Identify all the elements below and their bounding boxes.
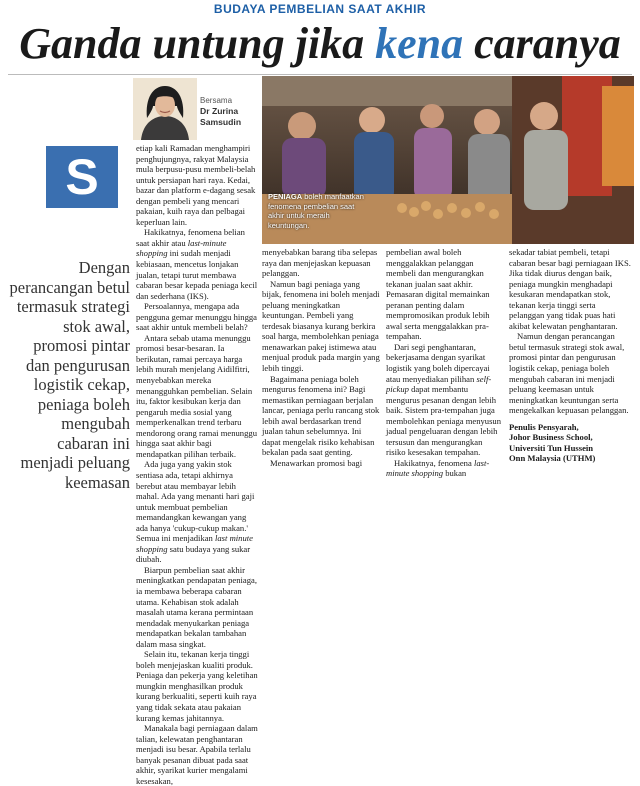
author-byline xyxy=(200,95,258,128)
paragraph: Bagaimana peniaga boleh mengurus fenomena ini? Bagi memastikan perniagaan berjalan lancar, peniaga perlu rancang stok lebih awal berdasarkan trend jualan tahun sebelumnya. Ini dapat mengelak risiko kehabisan bekalan pada saat genting. xyxy=(262,373,380,458)
headline-part-2: caranya xyxy=(463,19,621,68)
paragraph: pembelian awal boleh menggalakkan pelanggan membeli dan mengurangkan tekanan jualan saat akhir. Pemasaran digital memainkan peranan penting dalam mempromosikan produk lebih awal serta menggalakkan pra-tempahan. xyxy=(386,247,490,342)
text-run: dapat membantu mengurus pesanan dengan lebih baik. Sistem pra-tempahan juga membolehkan peniaga menyusun jadual pengeluaran dengan lebih tersusun dan mengurangkan risiko kesesakan tempahan. xyxy=(386,384,502,458)
paragraph xyxy=(386,458,504,479)
caption-lead: PENIAGA xyxy=(268,192,303,201)
signature-line: Onn Malaysia (UTHM) xyxy=(509,453,596,464)
drop-cap: S xyxy=(46,146,118,208)
paragraph: Namun dengan perancangan betul termasuk strategi stok awal, promosi pintar dan pengurusan logistik cekap, peniaga boleh mengubah cabaran ini menjadi peluang keemasan untuk meningkatkan keuntungan serta mengekalkan kepuasan pelanggan. xyxy=(509,331,629,416)
text-run: Dari segi penghantaran, bekerjasama dengan syarikat logistik yang boleh dipercayai atau menyediakan pilihan xyxy=(386,341,490,384)
article-column-2 xyxy=(262,247,380,477)
text-run: satu budaya yang sukar diubah. xyxy=(136,543,251,565)
text-run: Ada juga yang yakin stok sentiasa ada, tetapi akhirnya berebut atau membayar lebih mahal. Ada yang menanti hari gaji untuk membuat pembelian memandangkan kewangan yang ada hanya 'cukup-cukup makan.' Semua ini menjadikan xyxy=(136,459,255,544)
text-run: bukan xyxy=(443,468,467,479)
author-name-line-2: Samsudin xyxy=(200,117,242,127)
article-column-1 xyxy=(136,143,258,786)
article-column-4 xyxy=(509,247,633,477)
italic-term: last-minute shopping xyxy=(386,457,490,479)
paragraph xyxy=(136,227,258,301)
paragraph: Antara sebab utama menunggu promosi besar-besaran. Ia berikutan, ramai percaya harga lebih murah menjelang Aidilfitri, menyebabkan mereka menangguhkan pembelian. Selain itu, faktor kesibukan kerja dan pengaruh media sosial yang memperkenalkan trend terbaru mendorong orang ramai menunggu hingga saat akhir bagi mendapatkan pilihan terbaik. xyxy=(136,332,257,459)
author-with-label: Bersama xyxy=(200,96,233,105)
text-run: Hakikatnya, fenomena belian saat akhir atau xyxy=(136,227,245,248)
headline xyxy=(0,18,640,70)
headline-part-1: Ganda untung jika xyxy=(19,19,376,68)
pull-quote: Dengan perancangan betul termasuk strategi stok awal, promosi pintar dan pengurusan logistik cekap, peniaga boleh mengubah cabaran ini menjadi peluang keemasan xyxy=(9,258,130,492)
signature-line: Penulis Pensyarah, xyxy=(509,421,579,432)
paragraph: sekadar tabiat pembeli, tetapi cabaran besar bagi perniagaan IKS. Jika tidak diurus dengan baik, peniaga mungkin menghadapi kesukaran mendapatkan stok, tekanan kerja tinggi serta pelanggan yang tidak puas hati akibat kelewatan penghantaran. xyxy=(509,247,631,331)
author-name-line-1: Dr Zurina xyxy=(200,106,239,116)
author-signature xyxy=(509,422,633,464)
paragraph: Menawarkan promosi bagi xyxy=(270,457,363,468)
text-run: ini sudah menjadi kebiasaan, mencetus lonjakan jualan, tetapi turut membawa cabaran besar kepada peniaga kecil dan sederhana (IKS). xyxy=(136,248,258,301)
author-portrait xyxy=(133,78,197,140)
section-kicker: BUDAYA PEMBELIAN SAAT AKHIR xyxy=(213,2,427,16)
italic-term: last minute shopping xyxy=(136,533,253,554)
paragraph xyxy=(136,459,258,564)
paragraph: Namun bagi peniaga yang bijak, fenomena ini boleh menjadi peluang meningkatkan keuntungan. Pembeli yang terdesak biasanya kurang berkira soal harga, membolehkan peniaga menawarkan pakej istimewa atau menjual produk pada margin yang lebih tinggi. xyxy=(262,278,380,374)
paragraph xyxy=(386,342,504,458)
italic-term: last-minute shopping xyxy=(136,237,227,259)
header-rule xyxy=(8,74,632,75)
paragraph: Selain itu, tekanan kerja tinggi boleh menjejaskan kualiti produk. Peniaga dan pekerja yang keletihan mungkin menghasilkan produk kurang berkualiti, seperti kuih raya yang tidak sekata atau pakaian kurang kemas jahitannya. xyxy=(136,649,258,723)
signature-line: Johor Business School, xyxy=(509,432,593,443)
paragraph: menyebabkan barang tiba selepas raya dan menjejaskan kepuasan pelanggan. xyxy=(262,247,378,279)
paragraph: etiap kali Ramadan menghampiri penghujungnya, rakyat Malaysia mula berpusu-pusu membeli-belah untuk persiapan hari raya. Kedai, bazar dan platform e-dagang sesak dengan pembeli yang mencari pakaian, kuih raya dan pelbagai keperluan lain. xyxy=(136,143,256,227)
paragraph: Biarpun pembelian saat akhir meningkatkan pendapatan peniaga, ia membawa beberapa cabaran utama. Kehabisan stok adalah masalah utama kerana permintaan mendadak menyukarkan peniaga mendapatkan bekalan tambahan dalam masa singkat. xyxy=(136,564,257,649)
paragraph: Persoalannya, mengapa ada pengguna gemar menunggu hingga saat akhir untuk membeli belah? xyxy=(136,301,257,333)
article-column-3 xyxy=(386,247,504,477)
photo-caption xyxy=(268,192,372,230)
signature-line: Universiti Tun Hussein xyxy=(509,442,594,453)
caption-text: boleh manfaatkan fenomena pembelian saat akhir untuk meraih keuntungan. xyxy=(268,192,364,230)
text-run: Hakikatnya, fenomena xyxy=(394,457,474,468)
headline-highlight: kena xyxy=(375,19,464,68)
italic-term: self-pickup xyxy=(386,373,492,395)
paragraph: Manakala bagi perniagaan dalam talian, kelewatan penghantaran menjadi isu besar. Apabila terlalu banyak pesanan dibuat pada saat akhir, syarikat kurier mengalami kesesakan, xyxy=(136,723,258,786)
